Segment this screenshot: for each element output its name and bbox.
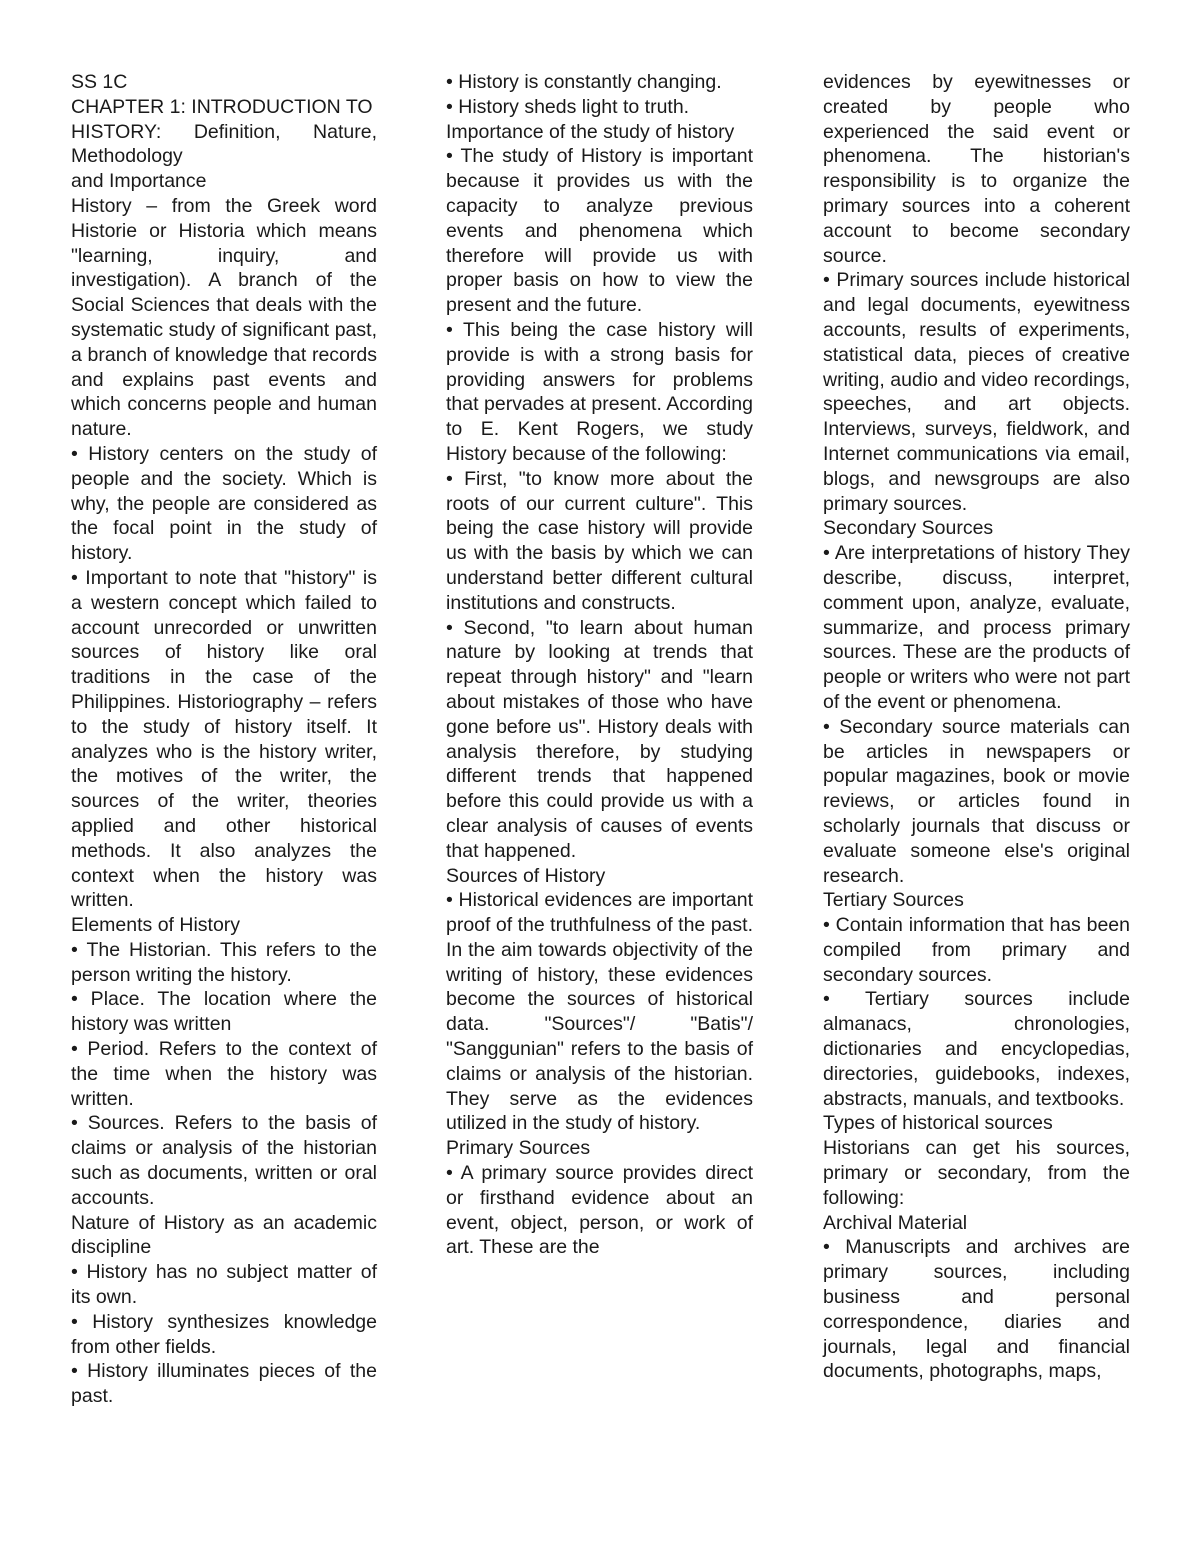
bullet-paragraph: • History is constantly changing. bbox=[446, 71, 722, 93]
chapter-title-line-2: HISTORY: Definition, Nature, Methodology bbox=[71, 120, 377, 168]
course-code: SS 1C bbox=[71, 71, 128, 93]
section-heading-sources: Sources of History bbox=[446, 864, 606, 887]
section-heading-tertiary-sources: Tertiary Sources bbox=[823, 889, 964, 912]
text-column-3 bbox=[823, 70, 1130, 1384]
text-column-2 bbox=[446, 70, 753, 1260]
bullet-paragraph: • History illuminates pieces of the past. bbox=[71, 1360, 377, 1408]
text-column-1 bbox=[71, 70, 377, 1409]
section-heading-types-of-sources: Types of historical sources bbox=[823, 1112, 1053, 1135]
section-heading-nature: Nature of History as an academic discipline bbox=[71, 1211, 377, 1259]
bullet-paragraph: • Are interpretations of history They describe, discuss, interpret, comment upon, analyze, evaluate, summarize, and process primary sources. These are the products of people or writers who were not part of the event or phenomena. bbox=[823, 542, 1130, 713]
bullet-paragraph: • Contain information that has been compiled from primary and secondary sources. bbox=[823, 914, 1130, 986]
bullet-paragraph: • Manuscripts and archives are primary sources, including business and personal correspondence, diaries and journals, legal and financial documents, photographs, maps, bbox=[823, 1236, 1130, 1383]
bullet-paragraph: • The Historian. This refers to the person writing the history. bbox=[71, 938, 377, 986]
chapter-title-line-1: CHAPTER 1: INTRODUCTION TO bbox=[71, 95, 373, 118]
section-heading-secondary-sources: Secondary Sources bbox=[823, 517, 994, 540]
bullet-paragraph: • History sheds light to truth. bbox=[446, 95, 690, 118]
bullet-paragraph: • Tertiary sources include almanacs, chronologies, dictionaries and encyclopedias, directories, guidebooks, indexes, abstracts, manuals, and textbooks. bbox=[823, 988, 1130, 1110]
bullet-paragraph: • Secondary source materials can be articles in newspapers or popular magazines, book or movie reviews, or articles found in scholarly journals that discuss or evaluate someone else's original research. bbox=[823, 715, 1130, 887]
paragraph: Historians can get his sources, primary or secondary, from the following: bbox=[823, 1137, 1130, 1209]
bullet-paragraph: • Period. Refers to the context of the time when the history was written. bbox=[71, 1038, 377, 1110]
bullet-paragraph: • Primary sources include historical and legal documents, eyewitness accounts, results of experiments, statistical data, pieces of creative writing, audio and video recordings, speeches, and art objects. Interviews, surveys, fieldwork, and Internet communications via email, blogs, and newsgroups are also primary sources. bbox=[823, 269, 1130, 515]
bullet-paragraph: • Second, "to learn about human nature by looking at trends that repeat through history" and "learn about mistakes of those who have gone before us". History deals with analysis therefore, by studying different trends that happened before this could provide us with a clear analysis of causes of events that happened. bbox=[446, 616, 753, 862]
section-heading-primary-sources: Primary Sources bbox=[446, 1137, 591, 1160]
section-heading-archival-material: Archival Material bbox=[823, 1211, 968, 1234]
continued-paragraph: evidences by eyewitnesses or created by people who experienced the said event or phenomena. The historian's responsibility is to organize the primary sources into a coherent account to become secondary source. bbox=[823, 71, 1130, 267]
bullet-paragraph: • A primary source provides direct or firsthand evidence about an event, object, person, or work of art. These are the bbox=[446, 1162, 753, 1259]
bullet-paragraph: • The study of History is important because it provides us with the capacity to analyze previous events and phenomena which therefore will provide us with proper basis on how to view the present and the future. bbox=[446, 145, 753, 317]
bullet-paragraph: • Place. The location where the history was written bbox=[71, 988, 377, 1036]
bullet-paragraph: • History has no subject matter of its own. bbox=[71, 1261, 377, 1309]
section-heading-elements: Elements of History bbox=[71, 914, 241, 937]
bullet-paragraph: • History synthesizes knowledge from other fields. bbox=[71, 1310, 377, 1358]
chapter-title-line-3: and Importance bbox=[71, 170, 207, 193]
bullet-paragraph: • This being the case history will provide is with a strong basis for providing answers for problems that pervades at present. According to E. Kent Rogers, we study History because of the following: bbox=[446, 318, 753, 465]
bullet-paragraph: • History centers on the study of people and the society. Which is why, the people are considered as the focal point in the study of history. bbox=[71, 442, 377, 565]
bullet-paragraph: • Important to note that "history" is a western concept which failed to account unrecorded or unwritten sources of history like oral traditions in the case of the Philippines. Historiography – refers to the study of history itself. It analyzes who is the history writer, the motives of the writer, the sources of the writer, theories applied and other historical methods. It also analyzes the context when the history was written. bbox=[71, 566, 377, 912]
history-definition-paragraph: History – from the Greek word Historie or Historia which means "learning, inquiry, and investigation). A branch of the Social Sciences that deals with the systematic study of significant past, a branch of knowledge that records and explains past events and which concerns people and human nature. bbox=[71, 194, 377, 441]
bullet-paragraph: • Historical evidences are important proof of the truthfulness of the past. In the aim towards objectivity of the writing of history, these evidences become the sources of historical data. "Sources"/ "Batis"/ "Sanggunian" refers to the basis of claims or analysis of the historian. They serve as the evidences utilized in the study of history. bbox=[446, 889, 753, 1135]
section-heading-importance: Importance of the study of history bbox=[446, 120, 735, 143]
bullet-paragraph: • Sources. Refers to the basis of claims or analysis of the historian such as documents, written or oral accounts. bbox=[71, 1112, 377, 1209]
bullet-paragraph: • First, "to know more about the roots of our current culture". This being the case history will provide us with the basis by which we can understand better different cultural institutions and constructs. bbox=[446, 467, 753, 614]
